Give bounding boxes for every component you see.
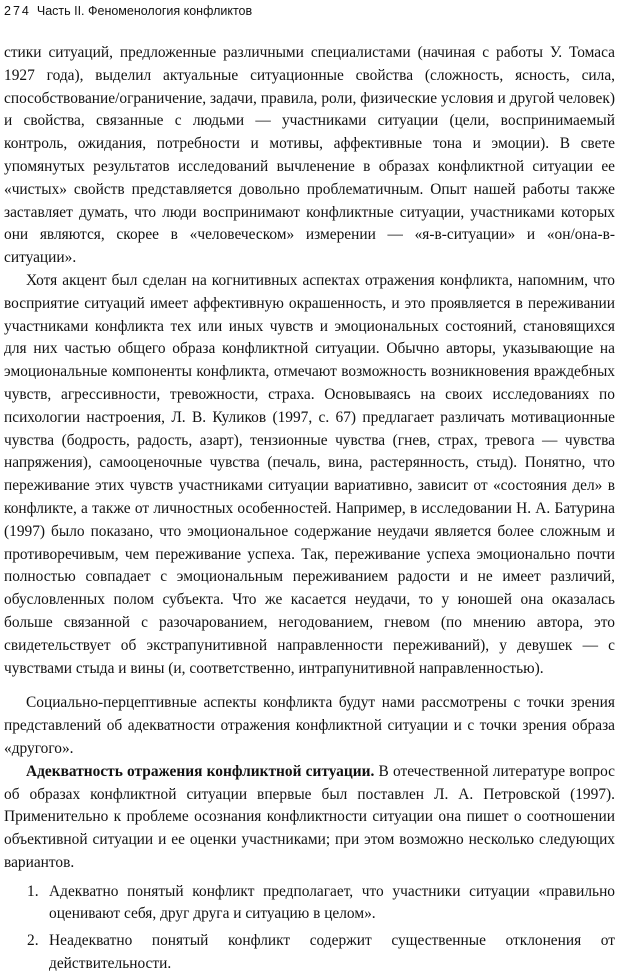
paragraph-1: стики ситуаций, предложенные различными специалистами (начиная с работы У. Томаса 1927 года), выделил актуальные ситуационные свойства (сложность, ясность, сила, способствование/ограничение, задачи, правила, роли, физические условия и другой человек) и свойства, связанные с людьми — участниками ситуации (цели, воспринимаемый контроль, ожидания, потребности и мотивы, аффективные тона и эмоции). В свете упомянутых результатов исследований вычленение в образах конфликтной ситуации ее «чистых» свойств представляется довольно проблематичным. Опыт нашей работы также заставляет думать, что люди воспринимают конфликтные ситуации, участниками которых они являются, скорее в «человеческом» измерении — «я-в-ситуации» и «он/она-в-ситуации». [4, 44, 615, 267]
list-item-text: Неадекватно понятый конфликт содержит существенные отклонения от действительности. [49, 932, 615, 973]
paragraph-4-text: В отечественной литературе вопрос об образах конфликтной ситуации впервые был поставлен Л. А. Петровской (1997). Применительно к проблеме осознания конфликтности ситуации она пишет о соотношении объективной ситуации и ее оценки участниками; при этом возможно несколько следующих вариантов. [4, 762, 615, 871]
list-item [4, 881, 615, 927]
page-number: 274 [4, 4, 31, 18]
section-heading: Адекватность отражения конфликтной ситуации. [26, 762, 375, 780]
list-item [4, 930, 615, 976]
paragraph-2: Хотя акцент был сделан на когнитивных аспектах отражения конфликта, напомним, что восприятие ситуаций имеет аффективную окрашенность, и это проявляется в переживании участниками конфликта тех или иных чувств и эмоциональных состояний, становящихся для них частью общего образа конфликтной ситуации. Обычно авторы, указывающие на эмоциональные компоненты конфликта, отмечают возможность возникновения враждебных чувств, агрессивности, тревожности, страха. Основываясь на своих исследованиях по психологии настроения, Л. В. Куликов (1997, с. 67) предлагает различать мотивационные чувства (бодрость, радость, азарт), тензионные чувства (гнев, страх, тревога — чувства напряжения), самооценочные чувства (печаль, вина, растерянность, стыд). Понятно, что переживание этих чувств участниками ситуации вариативно, зависит от «состояния дел» в конфликте, а также от личностных особенностей. Например, в исследовании Н. А. Батурина (1997) было показано, что эмоциональное содержание неудачи является более сложным и противоречивым, чем переживание успеха. Так, переживание успеха эмоционально почти полностью совпадает с эмоциональным переживанием радости и не имеет различий, обусловленных полом субъекта. Что же касается неудачи, то у юношей она оказалась больше связанной с разочарованием, негодованием, гневом (по мнению автора, это свидетельствует об экстрапунитивной направленности переживаний), у девушек — с чувствами стыда и вины (и, соответственно, интрапунитивной направленностью). [4, 271, 615, 677]
paragraph-4 [4, 761, 615, 875]
list-item-number: 1. [27, 882, 39, 900]
list-item-text: Адекватно понятый конфликт предполагает, что участники ситуации «правильно оценивают себя, друг друга и ситуацию в целом». [49, 882, 615, 923]
numbered-list [4, 881, 615, 976]
running-title: Часть II. Феноменология конфликтов [36, 4, 253, 18]
running-header [4, 3, 612, 19]
list-item-number: 2. [27, 932, 39, 950]
page-body [4, 42, 615, 980]
paragraph-3: Социально-перцептивные аспекты конфликта будут нами рассмотрены с точки зрения представлений об адекватности отражения конфликтной ситуации и с точки зрения образа «другого». [4, 694, 615, 757]
